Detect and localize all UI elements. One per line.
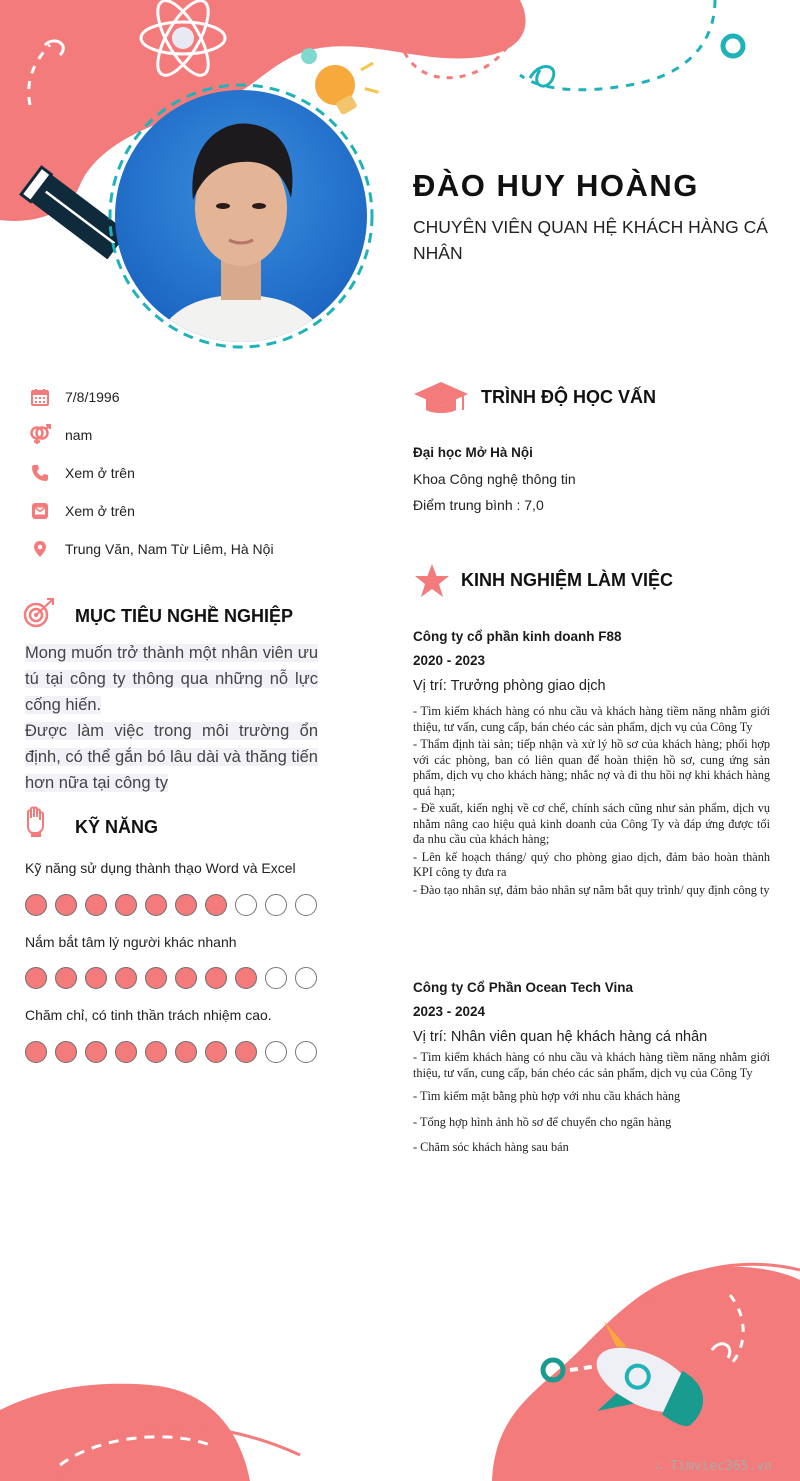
job-task: - Chăm sóc khách hàng sau bán [413, 1140, 569, 1154]
job-description [413, 704, 770, 900]
skill-rating [25, 967, 317, 989]
rating-dot-filled [85, 967, 107, 989]
objective-text [25, 640, 318, 796]
rating-dot-filled [235, 967, 257, 989]
address-text: Trung Văn, Nam Từ Liêm, Hà Nội [65, 541, 274, 557]
rating-dot-filled [115, 894, 137, 916]
rating-dot-filled [55, 967, 77, 989]
objective-line-2: Được làm việc trong môi trường ổn định, có thể gắn bó lâu dài và thăng tiến hơn nữa tại công ty [25, 722, 318, 792]
rating-dot-empty [295, 894, 317, 916]
watermark: ∴ Timviec365.vn [654, 1459, 772, 1474]
hand-icon [24, 806, 48, 838]
rating-dot-filled [235, 1041, 257, 1063]
job-company: Công ty Cổ Phần Ocean Tech Vina [413, 980, 634, 995]
job-task: - Thẩm định tài sản; tiếp nhận và xử lý hồ sơ của khách hàng; phối hợp với các phòng, ban có liên quan để hoàn thiện hồ sơ, cung ứng sản phẩm, dịch vụ cho khách hàng; nhắc nợ và đi thu hồi nợ khi khách hàng quá hạn; [413, 737, 770, 798]
dob-text: 7/8/1996 [65, 389, 120, 405]
job-description [413, 1050, 770, 1158]
rating-dot-filled [175, 894, 197, 916]
rating-dot-filled [175, 1041, 197, 1063]
gender-icon [28, 423, 52, 447]
gender-text: nam [65, 427, 93, 443]
skills-heading: KỸ NĂNG [75, 817, 159, 837]
rating-dot-filled [145, 1041, 167, 1063]
rating-dot-filled [85, 1041, 107, 1063]
contact-address [28, 537, 274, 561]
job-task: - Tìm kiếm mặt bằng phù hợp với nhu cầu khách hàng [413, 1089, 681, 1103]
education-faculty: Khoa Công nghệ thông tin [413, 471, 576, 487]
job-position: Vị trí: Nhân viên quan hệ khách hàng cá nhân [413, 1029, 708, 1045]
rating-dot-filled [175, 967, 197, 989]
rating-dot-empty [235, 894, 257, 916]
rating-dot-filled [25, 894, 47, 916]
rating-dot-filled [115, 967, 137, 989]
rating-dot-filled [145, 967, 167, 989]
star-icon [414, 563, 450, 599]
rating-dot-empty [265, 1041, 287, 1063]
job-task: - Lên kế hoạch tháng/ quý cho phòng giao dịch, đảm bảo hoàn thành KPI công ty đưa ra [413, 849, 770, 879]
rating-dot-empty [265, 894, 287, 916]
rating-dot-filled [25, 967, 47, 989]
job-period: 2020 - 2023 [413, 653, 486, 668]
job-task: - Tìm kiếm khách hàng có nhu cầu và khách hàng tiềm năng nhằm giới thiệu, tư vấn, cung cấp, bán chéo các sản phẩm, dịch vụ của Công Ty [413, 1050, 770, 1080]
job-task: - Tổng hợp hình ảnh hồ sơ để chuyển cho ngân hàng [413, 1114, 672, 1129]
experience-heading: KINH NGHIỆM LÀM VIỆC [461, 570, 674, 590]
rating-dot-filled [55, 1041, 77, 1063]
skill-rating [25, 1041, 317, 1063]
job-task: - Tìm kiếm khách hàng có nhu cầu và khách hàng tiềm năng nhằm giới thiệu, tư vấn, cung cấp, bán chéo các sản phẩm, dịch vụ của Công Ty [413, 704, 770, 734]
location-pin-icon [28, 537, 52, 561]
rating-dot-filled [115, 1041, 137, 1063]
teal-ring [723, 36, 743, 56]
rating-dot-filled [205, 1041, 227, 1063]
job-position: Vị trí: Trưởng phòng giao dịch [413, 678, 606, 694]
profile-photo [115, 90, 367, 342]
contact-gender [28, 423, 93, 447]
rating-dot-filled [55, 894, 77, 916]
job-period: 2023 - 2024 [413, 1004, 486, 1019]
rating-dot-filled [205, 894, 227, 916]
rating-dot-filled [145, 894, 167, 916]
contact-phone [28, 461, 135, 485]
job-task: - Đào tạo nhân sự, đảm bảo nhân sự nắm bắt quy trình/ quy định công ty [413, 882, 770, 897]
footer-decoration [0, 1240, 800, 1481]
job-task: - Đề xuất, kiến nghị về cơ chế, chính sách cũng như sản phẩm, dịch vụ nhằm nâng cao hiệu quả kinh doanh của Công Ty và đáp ứng được tối đa nhu cầu của khách hàng; [413, 801, 770, 846]
rating-dot-empty [265, 967, 287, 989]
education-gpa: Điểm trung bình : 7,0 [413, 497, 544, 513]
mail-icon [28, 499, 52, 523]
phone-text: Xem ở trên [65, 465, 135, 481]
rating-dot-filled [25, 1041, 47, 1063]
rating-dot-filled [205, 967, 227, 989]
job-company: Công ty cổ phần kinh doanh F88 [413, 629, 622, 644]
rating-dot-filled [85, 894, 107, 916]
rating-dot-empty [295, 967, 317, 989]
rating-dot-empty [295, 1041, 317, 1063]
email-text: Xem ở trên [65, 503, 135, 519]
education-school: Đại học Mở Hà Nội [413, 445, 533, 460]
target-icon [22, 596, 56, 630]
teal-dashed-curve [520, 0, 715, 90]
objective-line-1: Mong muốn trở thành một nhân viên ưu tú tại công ty thông qua những nỗ lực cống hiến. [25, 644, 318, 714]
education-heading: TRÌNH ĐỘ HỌC VẤN [481, 387, 656, 407]
phone-icon [28, 461, 52, 485]
contact-dob [28, 385, 120, 409]
skill-label: Kỹ năng sử dụng thành thạo Word và Excel [25, 860, 296, 876]
candidate-title: CHUYÊN VIÊN QUAN HỆ KHÁCH HÀNG CÁ NHÂN [413, 217, 768, 263]
skill-rating [25, 894, 317, 916]
objective-heading: MỤC TIÊU NGHỀ NGHIỆP [75, 606, 294, 626]
calendar-icon [28, 385, 52, 409]
candidate-name: ĐÀO HUY HOÀNG [413, 168, 699, 203]
contact-email [28, 499, 135, 523]
skill-label: Nắm bắt tâm lý người khác nhanh [25, 934, 237, 950]
skill-label: Chăm chỉ, có tinh thần trách nhiệm cao. [25, 1007, 272, 1023]
graduation-cap-icon [413, 380, 469, 416]
